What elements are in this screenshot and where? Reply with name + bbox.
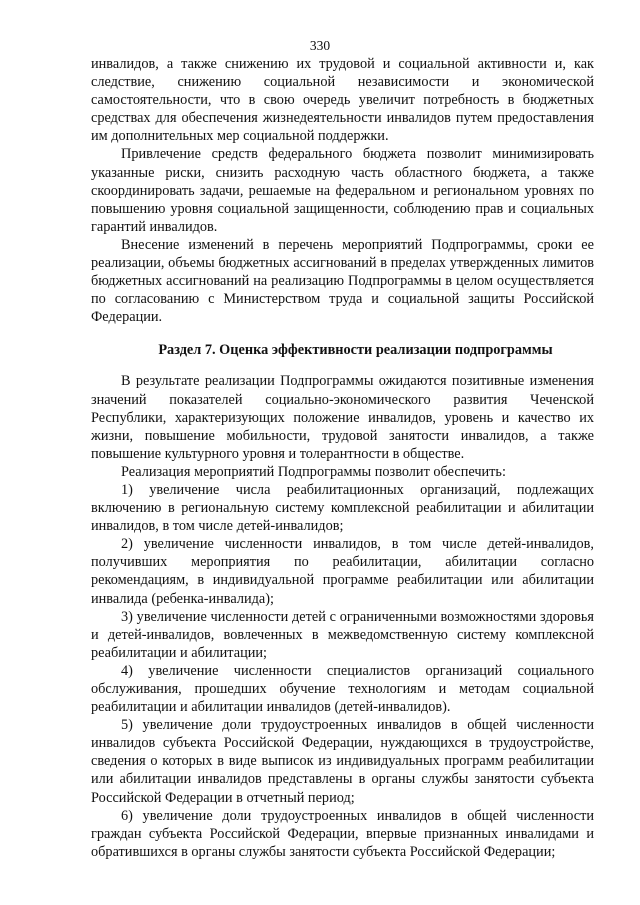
paragraph-list-intro: Реализация мероприятий Подпрограммы позволит обеспечить: [121,463,506,480]
document-body [91,55,594,861]
list-item-4: 4) увеличение численности специалистов организаций социального обслуживания, прошедших обучение технологиям и методам социальной реабилитации и абилитации инвалидов (детей-инвалидов). [91,662,594,716]
list-item-6: 6) увеличение доли трудоустроенных инвалидов в общей численности граждан субъекта Российской Федерации, впервые признанных инвалидами и обратившихся в органы службы занятости субъекта Российской Федерации; [91,807,594,860]
paragraph-risks-continuation: инвалидов, а также снижению их трудовой и социальной активности и, как следствие, снижению социальной независимости и экономической самостоятельности, что в свою очередь увеличит потребность в бюджетных средствах для обеспечения жизнедеятельности инвалидов путем предоставления им дополнительных мер социальной поддержки. [91,56,594,145]
list-item-3: 3) увеличение численности детей с ограниченными возможностями здоровья и детей-инвалидов, вовлеченных в межведомственную систему комплексной реабилитации и абилитации; [91,608,594,661]
paragraph-changes-procedure: Внесение изменений в перечень мероприятий Подпрограммы, сроки ее реализации, объемы бюджетных ассигнований в пределах утвержденных лимитов бюджетных ассигнований на реализацию Подпрограммы в целом осуществляется по согласованию с Министерством труда и социальной защиты Российской Федерации. [91,236,594,326]
list-item-1: 1) увеличение числа реабилитационных организаций, подлежащих включению в региональную систему комплексной реабилитации и абилитации инвалидов, в том числе детей-инвалидов; [91,481,594,535]
list-item-5: 5) увеличение доли трудоустроенных инвалидов в общей численности инвалидов субъекта Российской Федерации, нуждающихся в трудоустройстве, сведения о которых в виде выписок из индивидуальных программ реабилитации или абилитации инвалидов представлены в органы службы занятости субъекта Российской Федерации в отчетный период; [91,717,594,806]
page-number: 330 [309,38,331,53]
list-item-2: 2) увеличение численности инвалидов, в том числе детей-инвалидов, получивших мероприятия по реабилитации, абилитации согласно рекомендациям, в индивидуальной программе реабилитации или абилитации инвалида (ребенка-инвалида); [91,536,594,607]
paragraph-expected-results: В результате реализации Подпрограммы ожидаются позитивные изменения значений показателей социально-экономического развития Чеченской Республики, характеризующих положение инвалидов, уровень и качество их жизни, повышение мобильности, трудовой занятости инвалидов, а также повышение культурного уровня и толерантности в обществе. [91,373,594,462]
paragraph-federal-budget: Привлечение средств федерального бюджета позволит минимизировать указанные риски, снизить расходную часть областного бюджета, а также скоординировать задачи, решаемые на федеральном и региональном уровнях по повышению уровня социальной защищенности, соблюдению прав и социальных гарантий инвалидов. [91,146,594,235]
section-title: Раздел 7. Оценка эффективности реализации подпрограммы [158,342,553,359]
